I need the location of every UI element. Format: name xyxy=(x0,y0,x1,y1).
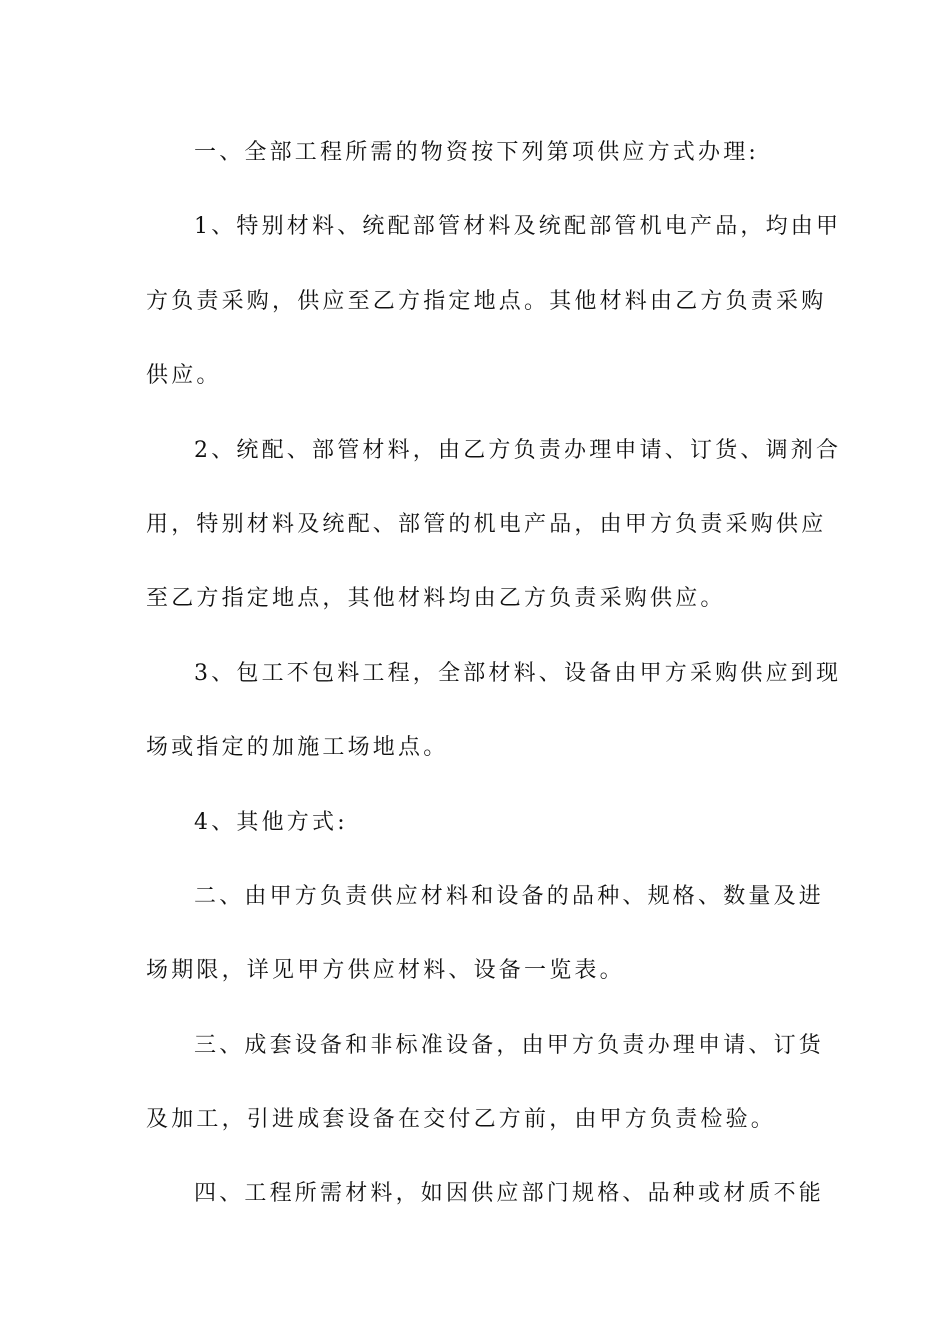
text-line: 方负责采购，供应至乙方指定地点。其他材料由乙方负责采购 xyxy=(146,288,827,314)
text-line: 场期限，详见甲方供应材料、设备一览表。 xyxy=(146,958,625,984)
text-line: 场或指定的加施工场地点。 xyxy=(146,735,449,761)
text-line: 1、特别材料、统配部管材料及统配部管机电产品，均由甲 xyxy=(194,214,842,240)
text-line: 2、统配、部管材料，由乙方负责办理申请、订货、调剂合 xyxy=(194,437,842,463)
text-line: 三、成套设备和非标准设备，由甲方负责办理申请、订货 xyxy=(194,1032,825,1058)
text-line: 及加工，引进成套设备在交付乙方前，由甲方负责检验。 xyxy=(146,1107,777,1133)
text-line: 用，特别材料及统配、部管的机电产品，由甲方负责采购供应 xyxy=(146,511,827,537)
text-line: 四、工程所需材料，如因供应部门规格、品种或材质不能 xyxy=(194,1181,825,1207)
document-body xyxy=(146,116,842,1232)
text-line: 4、其他方式: xyxy=(194,809,348,835)
text-line: 二、由甲方负责供应材料和设备的品种、规格、数量及进 xyxy=(194,883,825,909)
text-line: 3、包工不包料工程，全部材料、设备由甲方采购供应到现 xyxy=(194,660,842,686)
text-line: 供应。 xyxy=(146,363,222,389)
text-line: 一、全部工程所需的物资按下列第项供应方式办理: xyxy=(194,140,760,165)
text-line: 至乙方指定地点，其他材料均由乙方负责采购供应。 xyxy=(146,586,726,612)
